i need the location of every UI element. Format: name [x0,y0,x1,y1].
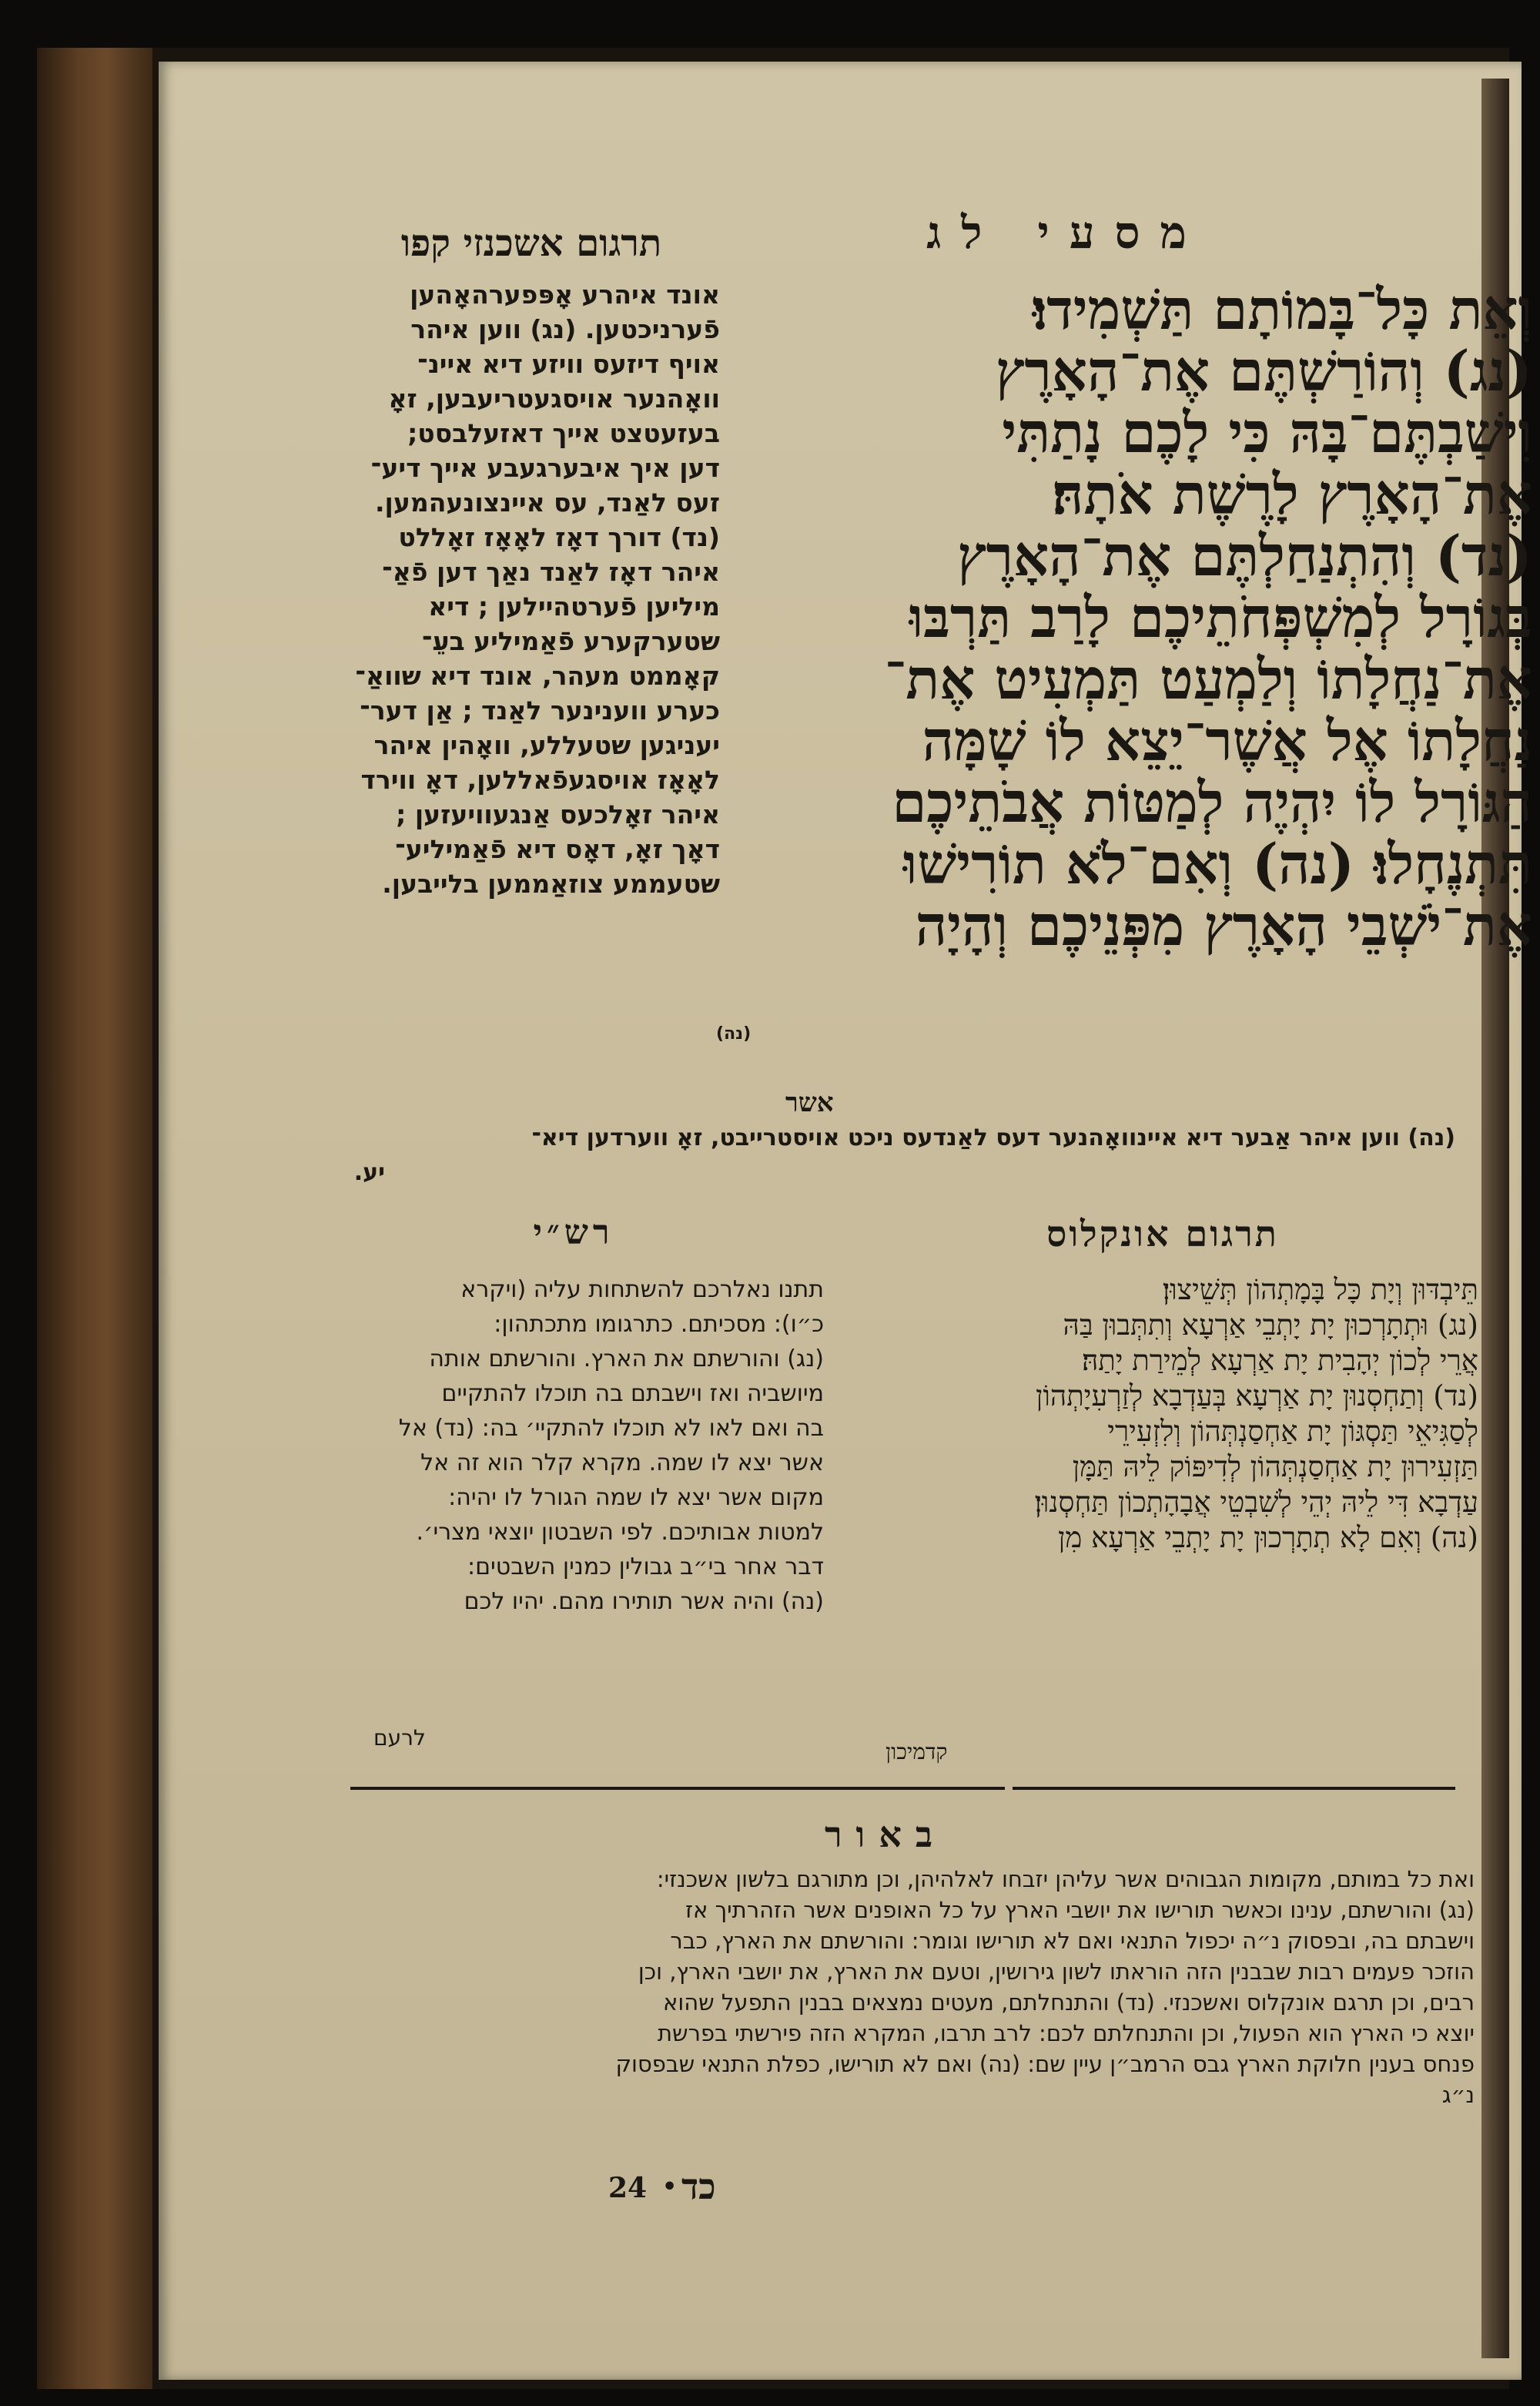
rashi-line: למטות אבותיכם. לפי השבטון יוצאי מצרי׳. [416,1519,824,1546]
biur-title: באור [824,1814,947,1855]
rashi-text [339,1272,824,1619]
hebrew-line: וִישַׁבְתֶּם־בָּהּ כִּי לָכֶם נָתַתִּי [1002,400,1532,465]
rashi-line: דבר אחר בי״ב גבולין כמנין השבטים: [467,1553,824,1580]
running-head-portion: מסעי לג [926,206,1207,259]
rashi-line: תתנו נאלרכם להשתחות עליה (ויקרא [460,1276,824,1303]
hebrew-line: (נד) וְהִתְנַחַלְתֶּם אֶת־הָאָרֶץ [957,523,1532,588]
onkelos-line: עַדְבָא דִּי לֵיהּ יְהֵי לְשִׁבְטֵי אֲבָהָתְכוֹן תַּחְסְנוּן׃ [1034,1486,1478,1519]
rashi-title: רש״י [533,1213,614,1252]
hebrew-line: אֶת־הָאָרֶץ לָרֶשֶׁת אֹתָהּ׃ [1052,461,1532,527]
rashi-line: כ״ו): מסכיתם. כתרגומו מתכתהון: [494,1311,824,1338]
onkelos-line: תַּזְעִירוּן יָת אַחְסַנְתְּהוֹן לְדִיפּוֹק לֵיהּ תַּמָּן [1072,1450,1478,1483]
yiddish-line: איהר זאָלכעס אַנגעוויעזען ; [396,799,720,829]
onkelos-title: תרגום אונקלוס [1046,1213,1279,1255]
yiddish-line: מיליען פֿערטהיילען ; דיא [428,591,720,622]
onkelos-line: (נג) וּתְתָרְכוּן יָת יָתְבֵי אַרְעָא וְתִתְּבוּן בַּהּ [1063,1309,1478,1342]
hebrew-catchword: אשר [785,1087,834,1118]
rashi-line: מיושביה ואז וישבתם בה תוכלו להתקיים [441,1380,824,1407]
book-edge [37,48,152,2389]
yiddish-line: אויף דיזעס וויזע דיא איינ־ [417,349,720,379]
biur-line: וישבתם בה, ובפסוק נ״ה יכפול התנאי ואם לא תורישו וגומר: והורשתם את הארץ, כבר [670,1928,1475,1954]
yiddish-line: יעניגען שטעללע, וואָהין איהר [373,730,720,760]
onkelos-catchword: קדמיכון [886,1739,948,1764]
yiddish-line: קאָממט מעהר, אונד דיא שוואַ־ [355,661,720,691]
rashi-line: (נג) והורשתם את הארץ. והורשתם אותה [429,1345,824,1372]
yiddish-line: כערע ווענינער לאַנד ; אַן דער־ [360,695,720,725]
verse-marker: (נה) [716,1024,752,1044]
biur-line: רבים, וכן תרגם אונקלוס ואשכנזי. (נד) והתנחלתם, מעטים נמצאים בבנין התפעל שהוא [662,1989,1475,2016]
rashi-line: מקום אשר יצא לו שמה הגורל לו יהיה: [448,1484,824,1511]
biur-line: יוצא כי הארץ הוא הפעול, וכן והתנחלתם לכם: לרב תרבו, המקרא הזה פירשתי בפרשת [658,2020,1475,2046]
divider-rule-right [1013,1787,1455,1790]
hebrew-line: תִּתְנֶחָלוּ׃ (נה) וְאִם־לֹא תוֹרִישׁוּ [902,831,1532,896]
rashi-line: אשר יצא לו שמה. מקרא קלר הוא זה אל [420,1449,824,1476]
yiddish-line: בעזעטצט אייך דאזעלבסט; [407,418,720,448]
onkelos-line: לְסַגִּיאֵי תַּסְגּוֹן יָת אַחְסַנְתְּהוֹן וְלִזְעִירֵי [1107,1415,1478,1448]
yiddish-line: דאָך זאָ, דאָס דיא פֿאַמיליע־ [395,834,720,864]
biur-line: פנחס בענין חלוקת הארץ גבס הרמב״ן עיין שם: (נה) ואם לא תורישו, כפלת התנאי שבפסוק [615,2051,1475,2077]
onkelos-line: (נד) וְתַחְסְנוּן יָת אַרְעָא בְּעַדְבָא לְזַרְעִיָתְהוֹן [1036,1379,1478,1412]
yiddish-continuation-end: יע. [353,1159,385,1186]
yiddish-line: זעס לאַנד, עס איינצונעהמען. [375,488,720,518]
yiddish-line: פֿערניכטען. (נג) ווען איהר [410,314,720,344]
hebrew-line: אֶת־יֹשְׁבֵי הָאָרֶץ מִפְּנֵיכֶם וְהָיָה [915,893,1532,958]
yiddish-line: (נד) דורך דאָז לאָאָז זאָללט [398,522,720,552]
yiddish-translation [320,277,720,901]
yiddish-line: אונד איהרע אָפּפערהאָהען [410,280,720,310]
yiddish-line: לאָאָז אויסגעפֿאללען, דאָ ווירד [360,765,720,795]
signature-number: 24 [608,2172,648,2204]
divider-rule-left [350,1787,1005,1790]
hebrew-line: נַחֲלָתוֹ אֶל אֲשֶׁר־יֵצֵא לוֹ שָׁמָּה [922,708,1532,773]
biur-text [350,1864,1475,2110]
hebrew-line: וְאֵת כָּל־בָּמוֹתָם תַּשְׁמִידוּ׃ [1032,276,1532,342]
rashi-line: בה ואם לאו לא תוכלו להתקיי׳ בה: (נד) אל [398,1415,824,1442]
biur-line: נ״ג [1441,2082,1475,2108]
hebrew-line: הַגּוֹרָל לוֹ יִהְיֶה לְמַטּוֹת אֲבֹתֵיכֶם [892,769,1532,835]
hebrew-line: אֶת־נַחֲלָתוֹ וְלַמְעַט תַּמְעִיט אֶת־ [884,646,1532,712]
rashi-catchword: לרעם [373,1725,426,1751]
yiddish-line: דען איך איבערגעבע אייך דיע־ [370,453,720,483]
biur-line: ואת כל במותם, מקומות הגבוהים אשר עליהן יזבחו לאלהיהן, וכן מתורגם בלשון אשכנזי: [656,1866,1475,1892]
onkelos-text [839,1272,1478,1556]
yiddish-line: וואָהנער אויסגעטריעבען, זאָ [388,384,720,414]
yiddish-continuation-line: (נה) ווען איהר אַבער דיא איינוואָהנער דעס לאַנדעס ניכט אויסטרייבט, זאָ ווערדען דיא־ [531,1124,1455,1151]
onkelos-line: תֵּיבְדּוּן וְיָת כָּל בָּמָתְהוֹן תְּשֵׁיצוּן׃ [1162,1273,1478,1306]
yiddish-line: איהר דאָז לאַנד נאַך דען פֿאַ־ [382,557,720,587]
signature-hebrew: כד [681,2166,716,2207]
yiddish-line: שטערקערע פֿאַמיליע בעֵ־ [421,626,720,656]
onkelos-line: אֲרֵי לְכוֹן יְהָבִית יָת אַרְעָא לְמֵירַת יָתַהּ׃ [1081,1344,1478,1377]
onkelos-line: (נה) וְאִם לָא תְתָרְכוּן יָת יָתְבֵי אַרְעָא מִן [1057,1521,1478,1554]
hebrew-main-text [739,276,1532,958]
biur-line: הוזכר פעמים רבות שבבנין הזה הוראתו לשון גירושין, וטעם את הארץ, את יושבי הארץ, וכן [638,1959,1475,1985]
hebrew-line: (נג) וְהוֹרַשְׁתֶּם אֶת־הָאָרֶץ [995,338,1532,404]
running-head-translation: תרגום אשכנזי קפו [400,222,662,265]
hebrew-line: בְּגוֹרָל לְמִשְׁפְּחֹתֵיכֶם לָרַב תַּרְבּוּ [909,585,1532,650]
rashi-line: (נה) והיה אשר תותירו מהם. יהיו לכם [464,1588,824,1615]
yiddish-line: שטעממע צוזאַממען בלייבען. [382,869,720,899]
biur-line: (נג) והורשתם, ענינו וכאשר תורישו את יושבי הארץ על כל האופנים אשר הזהרתיך אז [685,1897,1475,1923]
signature-dot: • [662,2173,678,2200]
